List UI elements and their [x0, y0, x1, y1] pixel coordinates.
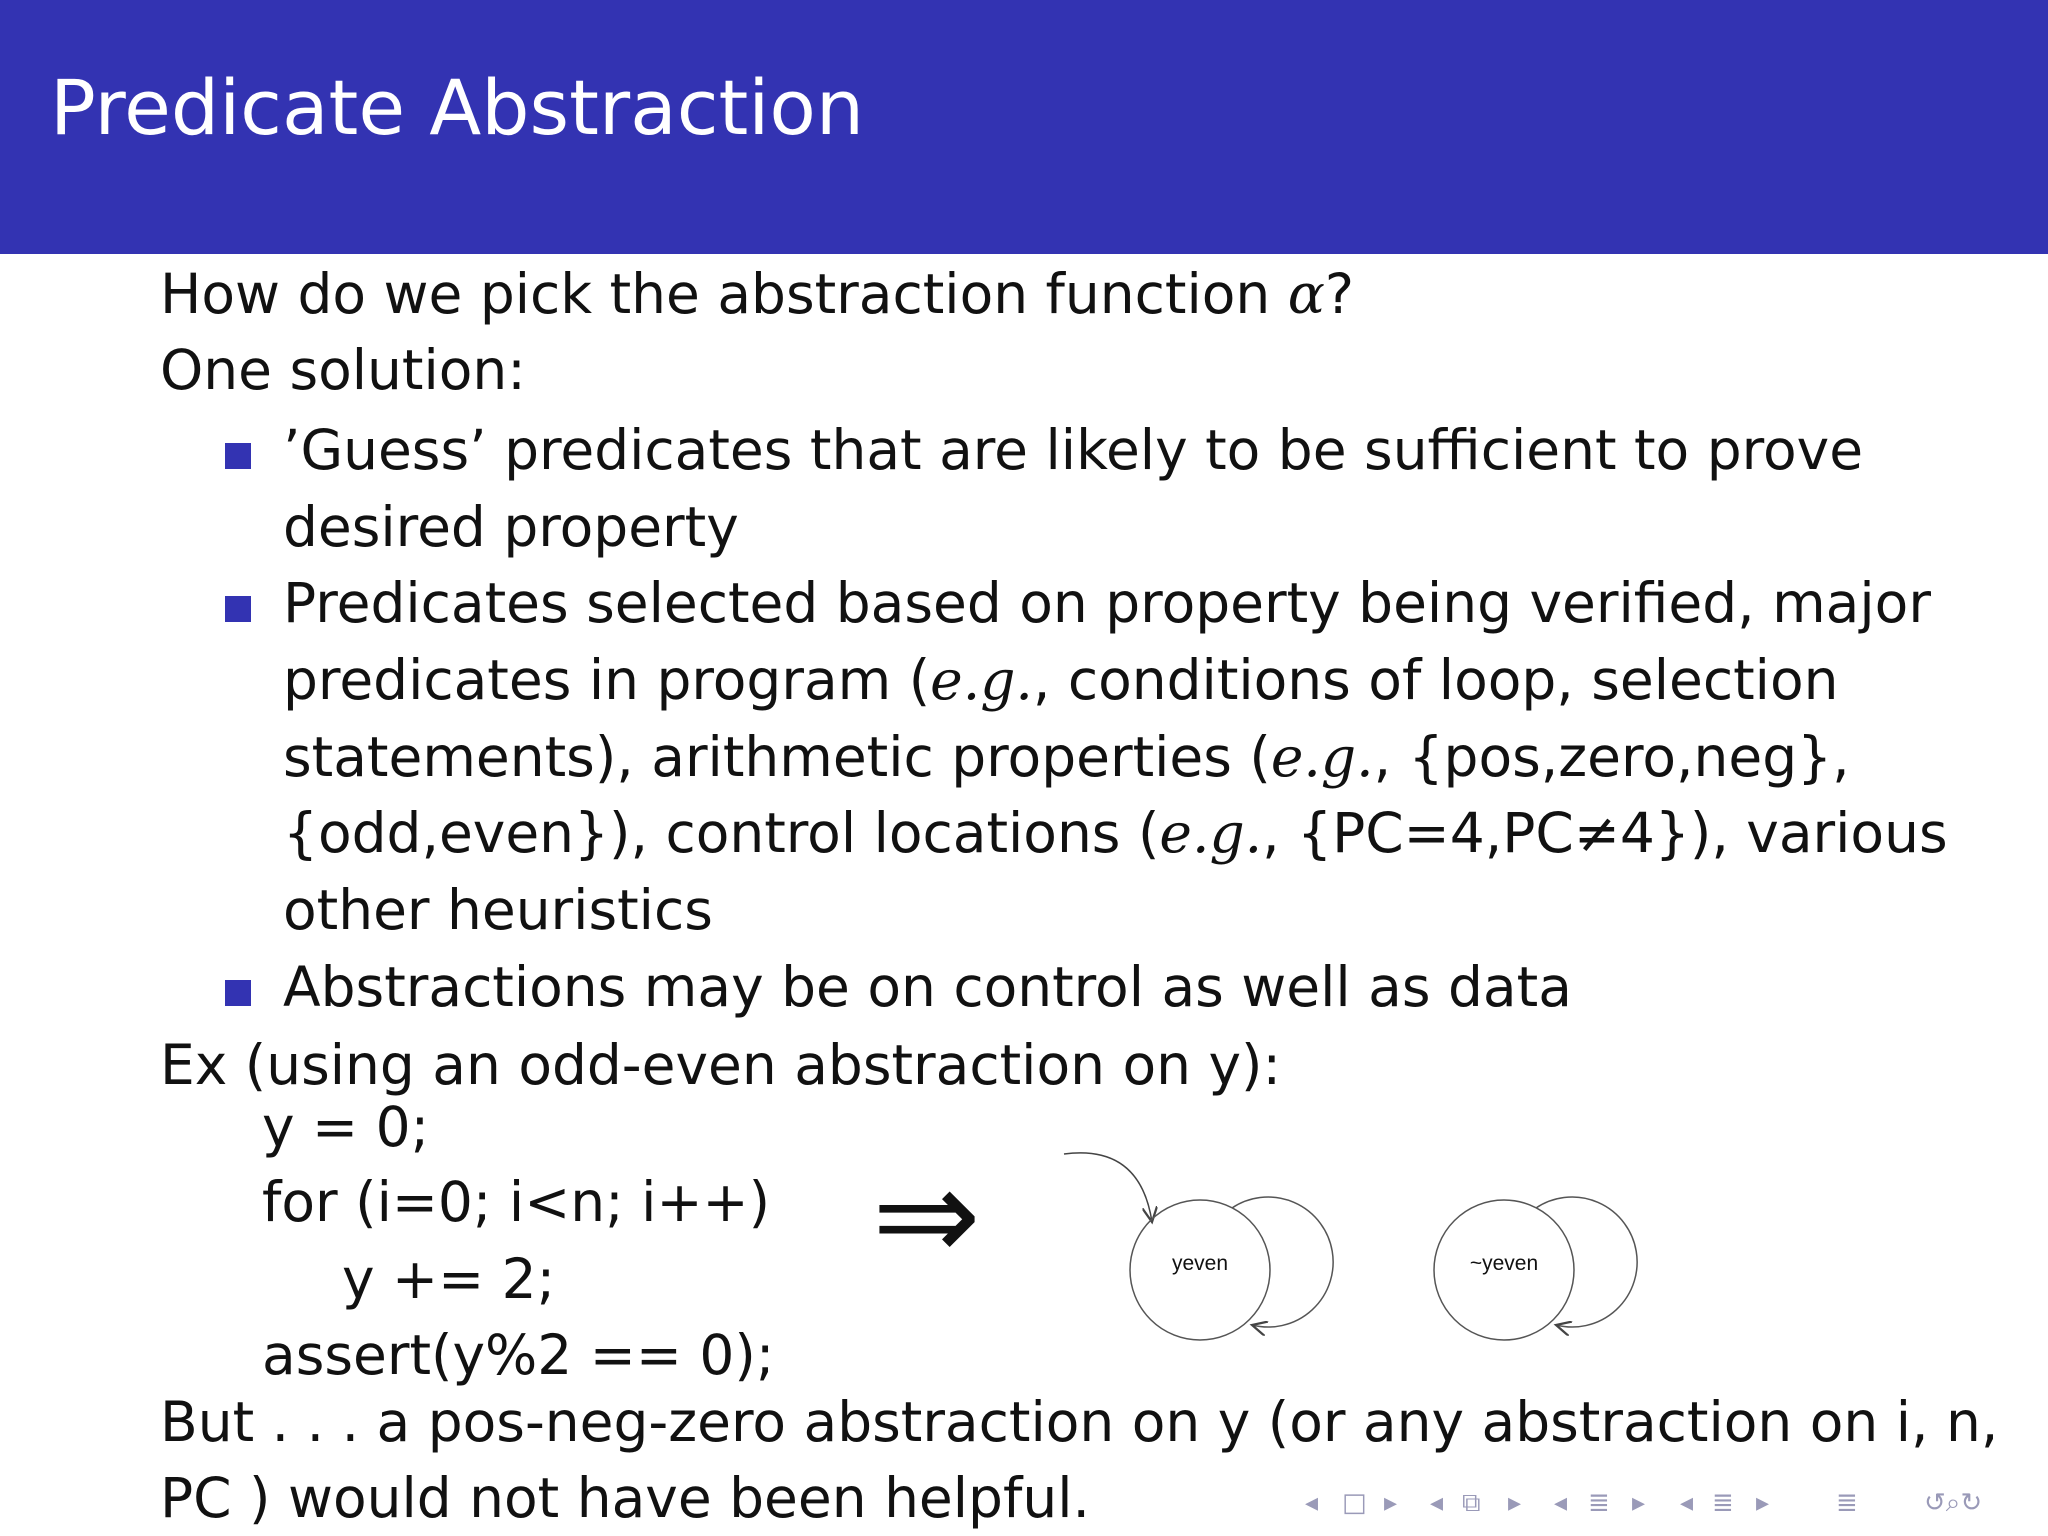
b2-l2-text-b: , conditions of loop, selection — [1032, 648, 1839, 712]
eg-italic: e.g. — [930, 648, 1033, 712]
bullet-2-line-2 — [283, 648, 1839, 712]
nav-prev-frame-icon[interactable]: ◂ — [1305, 1488, 1319, 1518]
bullet-2-line-3 — [283, 725, 1850, 789]
bullet-1-line-1: ’Guess’ predicates that are likely to be sufficient to prove — [283, 418, 1864, 482]
nav-search-icon[interactable]: ↺⌕↻ — [1924, 1488, 1983, 1518]
bullet-2-line-5: other heuristics — [283, 878, 713, 942]
code-line-3: y += 2; — [342, 1247, 556, 1311]
state-yeven-label: yeven — [1171, 1252, 1229, 1275]
state-not-yeven-label: ~yeven — [1469, 1252, 1539, 1275]
nav-next-subsection-icon[interactable]: ▸ — [1508, 1488, 1522, 1518]
nav-prev-section-icon[interactable]: ◂ — [1554, 1488, 1568, 1518]
slide-title: Predicate Abstraction — [50, 63, 865, 152]
b2-l4-text-a: {odd,even}), control locations ( — [283, 801, 1160, 865]
question-line — [160, 262, 1355, 326]
closing-line-2: PC ) would not have been helpful. — [160, 1466, 1090, 1530]
b2-l3-text-a: statements), arithmetic properties ( — [283, 725, 1271, 789]
nav-frame-icon[interactable]: □ — [1342, 1488, 1367, 1518]
nav-next-subsub-icon[interactable]: ▸ — [1756, 1488, 1770, 1518]
nav-section-icon[interactable]: ≣ — [1588, 1488, 1610, 1518]
eg-italic: e.g. — [1159, 801, 1263, 865]
implies-arrow: ⇒ — [872, 1139, 981, 1291]
nav-prev-subsub-icon[interactable]: ◂ — [1680, 1488, 1694, 1518]
nav-next-section-icon[interactable]: ▸ — [1632, 1488, 1646, 1518]
example-heading: Ex (using an odd-even abstraction on y): — [160, 1033, 1281, 1097]
self-loop-not-yeven — [1536, 1197, 1637, 1327]
state-diagram — [1050, 1130, 1670, 1360]
initial-transition-arrow — [1064, 1153, 1152, 1222]
eg-italic: e.g. — [1270, 725, 1374, 789]
title-bar — [0, 0, 2048, 254]
bullet-marker-3 — [225, 980, 251, 1006]
nav-align-icon[interactable]: ≣ — [1836, 1488, 1858, 1518]
question-text: How do we pick the abstraction function — [160, 262, 1288, 326]
bullet-2-line-4 — [283, 801, 1948, 865]
self-loop-yeven — [1232, 1197, 1333, 1327]
bullet-1-line-2: desired property — [283, 495, 739, 559]
code-line-1: y = 0; — [262, 1095, 430, 1159]
b2-l2-text-a: predicates in program ( — [283, 648, 931, 712]
code-line-2: for (i=0; i<n; i++) — [262, 1170, 771, 1234]
alpha-symbol: α — [1287, 262, 1325, 326]
question-mark: ? — [1324, 262, 1355, 326]
bullet-marker-1 — [225, 443, 251, 469]
nav-subsub-icon[interactable]: ≣ — [1712, 1488, 1734, 1518]
nav-subsection-icon[interactable]: ⧉ — [1462, 1488, 1481, 1518]
bullet-3-line: Abstractions may be on control as well as data — [283, 955, 1572, 1019]
bullet-2-line-1: Predicates selected based on property being verified, major — [283, 571, 1931, 635]
bullet-marker-2 — [225, 596, 251, 622]
code-line-4: assert(y%2 == 0); — [262, 1323, 775, 1387]
nav-next-frame-icon[interactable]: ▸ — [1384, 1488, 1398, 1518]
nav-prev-subsection-icon[interactable]: ◂ — [1430, 1488, 1444, 1518]
b2-l4-text-b: , {PC=4,PC≠4}), various — [1262, 801, 1948, 865]
one-solution-label: One solution: — [160, 338, 526, 402]
closing-line-1: But . . . a pos-neg-zero abstraction on y (or any abstraction on i, n, — [160, 1390, 1999, 1454]
b2-l3-text-b: , {pos,zero,neg}, — [1373, 725, 1850, 789]
